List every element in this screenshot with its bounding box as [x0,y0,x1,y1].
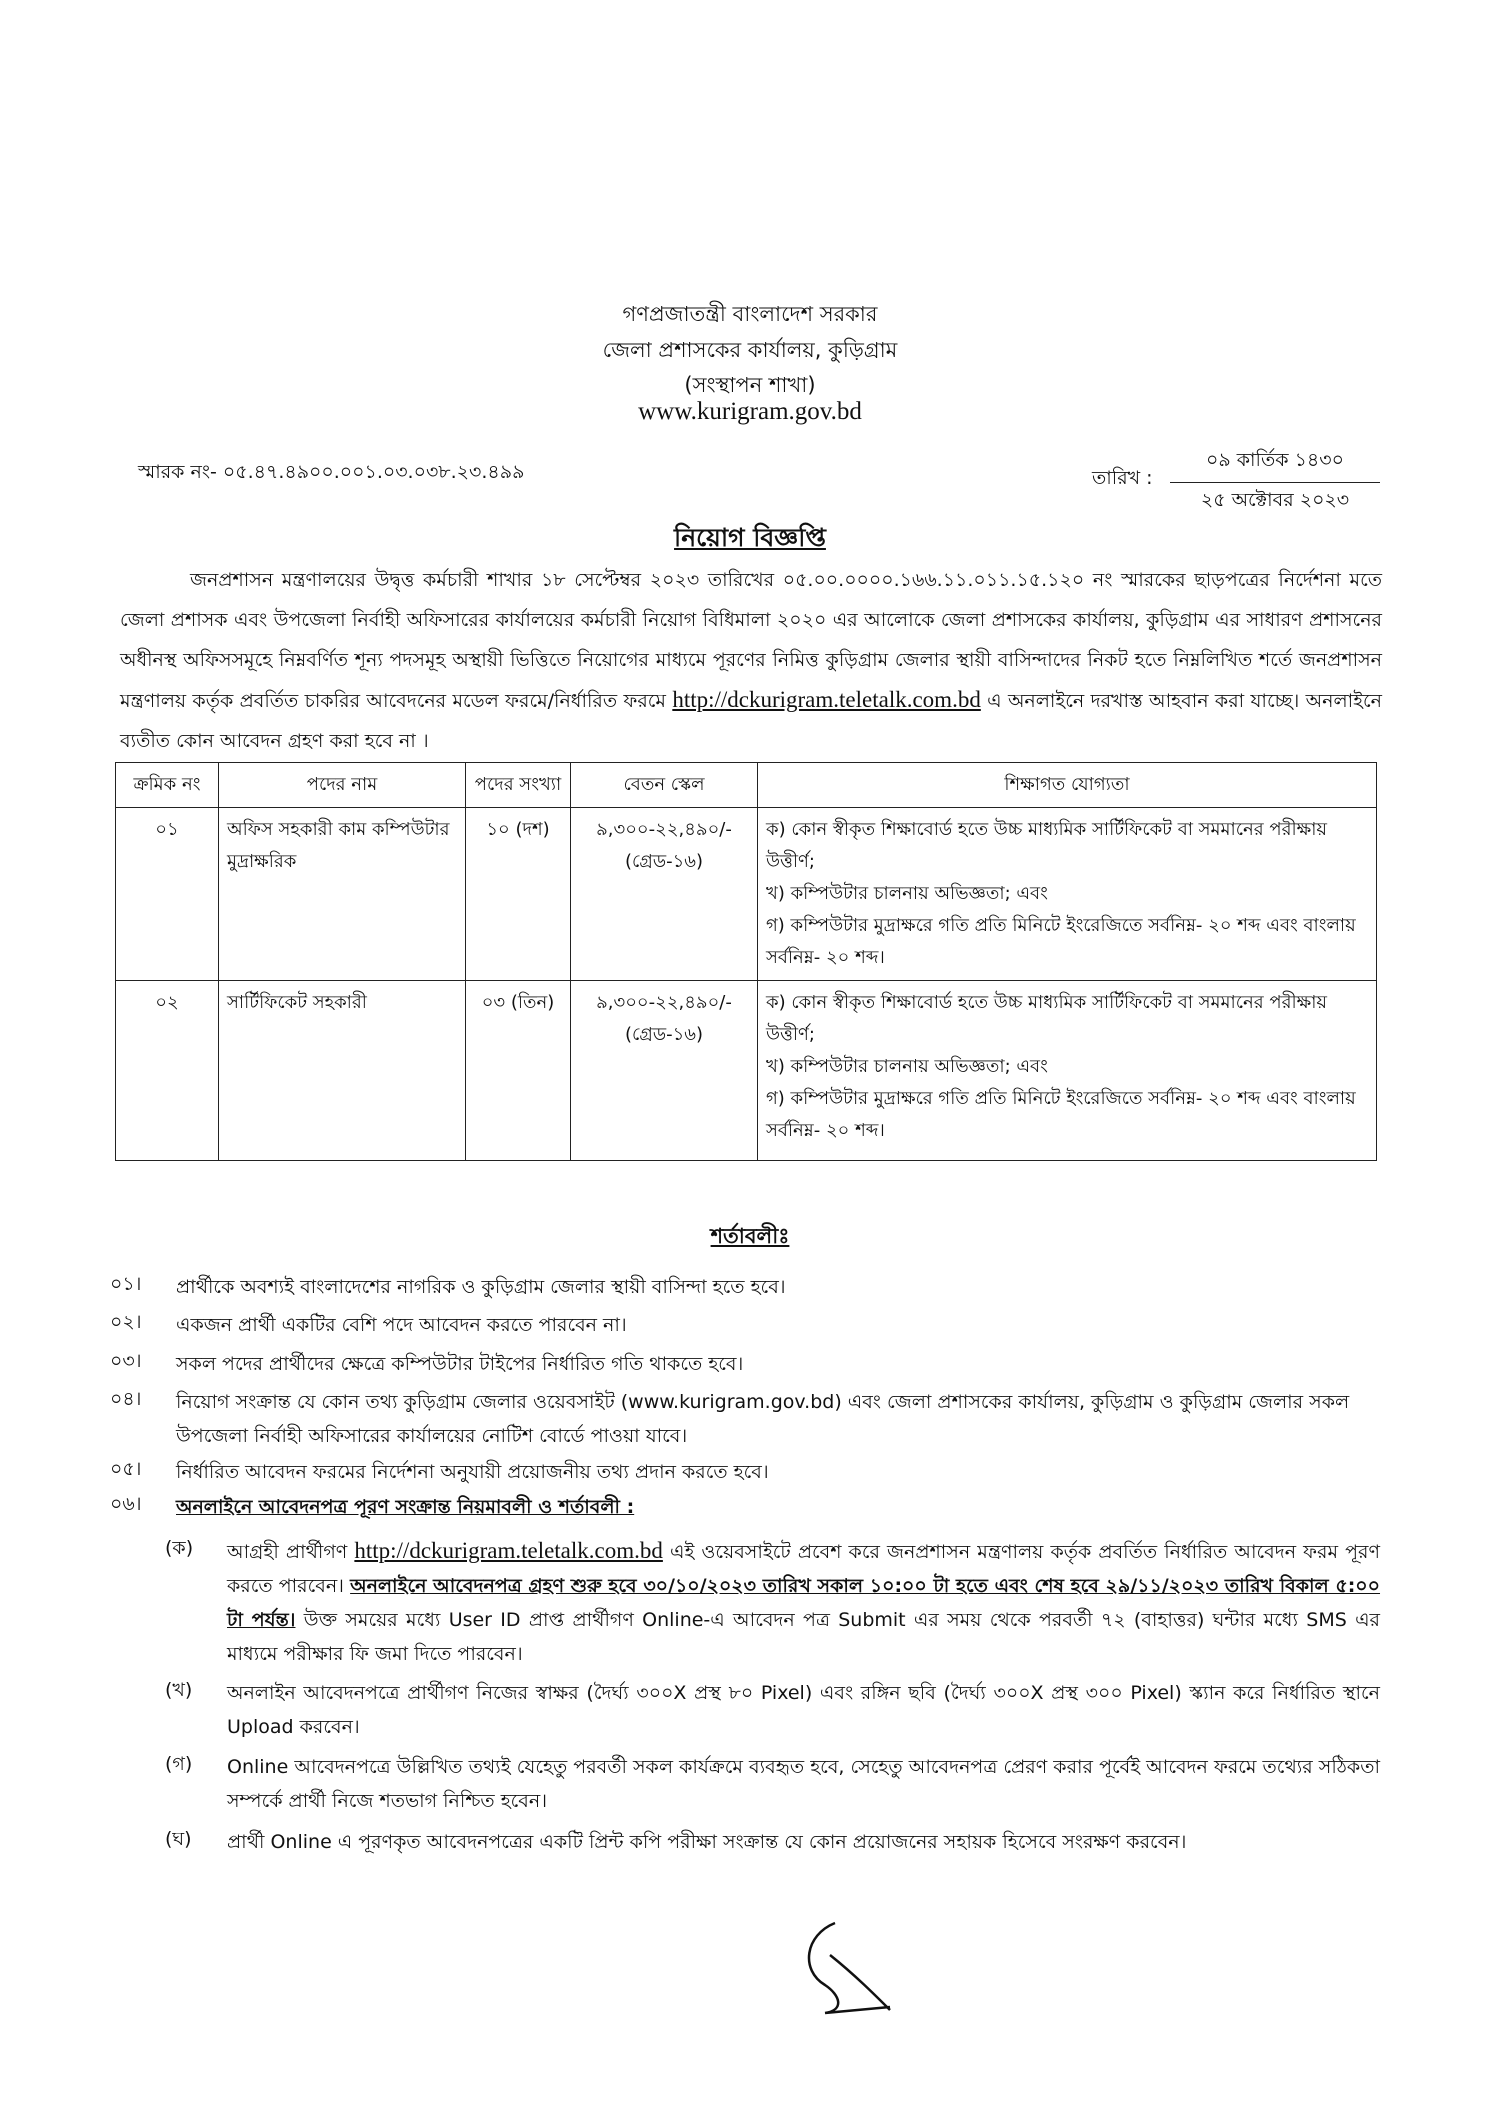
post-count: ১০ (দশ) [466,808,571,981]
sub-term-text [227,1534,1380,1671]
sub-term-label: (খ) [165,1679,193,1701]
qual-item: খ) কম্পিউটার চালনায় অভিজ্ঞতা; এবং [766,1056,1048,1077]
table-row [116,981,1377,1161]
scale: ৯,৩০০-২২,৪৯০/- [596,819,732,840]
page-title: নিয়োগ বিজ্ঞপ্তি [674,523,826,552]
sub-term-label: (ঘ) [165,1828,192,1850]
term-number: ০২। [110,1311,142,1333]
term-item [110,1347,1380,1381]
sub-term-kh [165,1676,1380,1744]
col-serial: ক্রমিক নং [116,763,219,808]
term-number: ০৪। [110,1388,142,1410]
application-link[interactable]: http://dckurigram.teletalk.com.bd [354,1538,663,1563]
pay-scale [571,981,758,1161]
terms-heading: শর্তাবলীঃ [710,1224,790,1248]
sub-term-label: (ক) [165,1537,194,1559]
qual-item: গ) কম্পিউটার মুদ্রাক্ষরে গতি প্রতি মিনিটে ইংরেজিতে সর্বনিম্ন- ২০ শব্দ এবং বাংলায় সর্বনিম্ন- ২০ শব্দ। [766,1088,1356,1141]
term-item [110,1455,1380,1489]
qual-item: গ) কম্পিউটার মুদ্রাক্ষরে গতি প্রতি মিনিটে ইংরেজিতে সর্বনিম্ন- ২০ শব্দ এবং বাংলায় সর্বনিম্ন- ২০ শব্দ। [766,915,1356,968]
table-header-row [116,763,1377,808]
post-count: ০৩ (তিন) [466,981,571,1161]
term-number: ০৬। [110,1493,142,1515]
sub-term-label: (গ) [165,1753,193,1775]
website: www.kurigram.gov.bd [638,398,862,425]
post-name: সার্টিফিকেট সহকারী [219,981,466,1161]
col-qualification: শিক্ষাগত যোগ্যতা [758,763,1377,808]
intro-text: জনপ্রশাসন মন্ত্রণালয়ের উদ্বৃত্ত কর্মচারী শাখার ১৮ সেপ্টেম্বর ২০২৩ তারিখের ০৫.০০.০০০০.১৬৬.১১.০১১.১৫.১২০ নং স্মারকের ছাড়পত্রের নির্দেশনা মতে জেলা প্রশাসক এবং উপজেলা নির্বাহী অফিসারের কার্যালয়ের কর্মচারী নিয়োগ বিধিমালা ২০২০ এর আলোকে জেলা প্রশাসকের কার্যালয়, কুড়িগ্রাম এর সাধারণ প্রশাসনের অধীনস্থ অফিসসমূহে নিম্নবর্ণিত শূন্য পদসমূহ অস্থায়ী ভিত্তিতে নিয়োগের মাধ্যমে পূরণের নিমিত্ত কুড়িগ্রাম জেলার স্থায়ী বাসিন্দাদের নিকট হতে নিম্নলিখিত শর্তে জনপ্রশাসন মন্ত্রণালয় কর্তৃক প্রবর্তিত চাকরির আবেদনের মডেল ফরমে/নির্ধারিত ফরমে [120,569,1382,712]
intro-paragraph [120,560,1382,761]
application-link[interactable]: http://dckurigram.teletalk.com.bd [672,687,981,712]
qual-item: ক) কোন স্বীকৃত শিক্ষাবোর্ড হতে উচ্চ মাধ্যমিক সার্টিফিকেট বা সমমানের পরীক্ষায় উত্তীর্ণ; [766,819,1328,872]
serial: ০২ [116,981,219,1161]
vacancy-table [115,762,1377,1161]
term-item [110,1270,1380,1304]
term-item [110,1385,1380,1453]
term-number: ০৩। [110,1350,142,1372]
memo-number: স্মারক নং- ০৫.৪৭.৪৯০০.০০১.০৩.০৩৮.২৩.৪৯৯ [138,461,525,483]
term-text: একজন প্রার্থী একটির বেশি পদে আবেদন করতে পারবেন না। [176,1314,627,1336]
qual-item: ক) কোন স্বীকৃত শিক্ষাবোর্ড হতে উচ্চ মাধ্যমিক সার্টিফিকেট বা সমমানের পরীক্ষায় উত্তীর্ণ; [766,992,1328,1045]
grade: (গ্রেড-১৬) [625,1024,703,1045]
pay-scale [571,808,758,981]
govt-name: গণপ্রজাতন্ত্রী বাংলাদেশ সরকার [622,302,878,326]
table-row [116,808,1377,981]
qualification [758,808,1377,981]
sub-term-text: অনলাইন আবেদনপত্রে প্রার্থীগণ নিজের স্বাক্ষর (দৈর্ঘ্য ৩০০X প্রস্থ ৮০ Pixel) এবং রঙ্গিন ছবি (দৈর্ঘ্য ৩০০X প্রস্থ ৩০০ Pixel) স্ক্যান করে নির্ধারিত স্থানে Upload করবেন। [227,1682,1380,1738]
sub-term-text: Online আবেদনপত্রে উল্লিখিত তথ্যই যেহেতু পরবর্তী সকল কার্যক্রমে ব্যবহৃত হবে, সেহেতু আবেদনপত্র প্রেরণ করার পূর্বেই আবেদন ফরমে তথ্যের সঠিকতা সম্পর্কে প্রার্থী নিজে শতভাগ নিশ্চিত হবেন। [227,1756,1380,1812]
qual-item: খ) কম্পিউটার চালনায় অভিজ্ঞতা; এবং [766,883,1048,904]
serial: ০১ [116,808,219,981]
sub-term-gh [165,1825,1380,1859]
scale: ৯,৩০০-২২,৪৯০/- [596,992,732,1013]
date-bangla: ০৯ কার্তিক ১৪৩০ [1170,446,1380,483]
term-text: প্রার্থীকে অবশ্যই বাংলাদেশের নাগরিক ও কুড়িগ্রাম জেলার স্থায়ী বাসিন্দা হতে হবে। [176,1276,786,1298]
text: আগ্রহী প্রার্থীগণ [227,1541,355,1563]
col-post: পদের নাম [219,763,466,808]
sub-term-k [165,1534,1380,1671]
term-item [110,1490,1380,1524]
qualification [758,981,1377,1161]
text: এই ওয়েবসাইটে প্রবেশ করে জনপ্রশাসন মন্ত্রণালয় কর্তৃক প্রবর্তিত নির্ধারিত আবেদন ফরম পূরণ করতে পারবেন। [227,1541,1380,1597]
section-name: (সংস্থাপন শাখা) [684,373,816,397]
term-text: নির্ধারিত আবেদন ফরমের নির্দেশনা অনুযায়ী প্রয়োজনীয় তথ্য প্রদান করতে হবে। [176,1461,769,1483]
term-text: নিয়োগ সংক্রান্ত যে কোন তথ্য কুড়িগ্রাম জেলার ওয়েবসাইট (www.kurigram.gov.bd) এবং জেলা প্রশাসকের কার্যালয়, কুড়িগ্রাম ও কুড়িগ্রাম জেলার সকল উপজেলা নির্বাহী অফিসারের কার্যালয়ের নোটিশ বোর্ডে পাওয়া যাবে। [176,1391,1350,1447]
text: উক্ত সময়ের মধ্যে User ID প্রাপ্ত প্রার্থীগণ Online-এ আবেদন পত্র Submit এর সময় থেকে পরবর্তী ৭২ (বাহাত্তর) ঘন্টার মধ্যে SMS এর মাধ্যমে পরীক্ষার ফি জমা দিতে পারবেন। [227,1609,1380,1665]
office-name: জেলা প্রশাসকের কার্যালয়, কুড়িগ্রাম [602,338,898,362]
signature [795,1915,905,2020]
date-label: তারিখ : [1092,467,1153,489]
col-scale: বেতন স্কেল [571,763,758,808]
term-text: সকল পদের প্রার্থীদের ক্ষেত্রে কম্পিউটার টাইপের নির্ধারিত গতি থাকতে হবে। [176,1353,744,1375]
date-english: ২৫ অক্টোবর ২০২৩ [1200,489,1350,511]
sub-term-text: প্রার্থী Online এ পূরণকৃত আবেদনপত্রের একটি প্রিন্ট কপি পরীক্ষা সংক্রান্ত যে কোন প্রয়োজনের সহায়ক হিসেবে সংরক্ষণ করবেন। [227,1831,1187,1853]
term-number: ০১। [110,1273,142,1295]
term-item [110,1308,1380,1342]
col-count: পদের সংখ্যা [466,763,571,808]
sub-term-g [165,1750,1380,1818]
intro-tail: এ অনলাইনে দরখাস্ত আহবান করা যাচ্ছে। অনলাইনে ব্যতীত কোন আবেদন গ্রহণ করা হবে না । [120,690,1383,752]
term-number: ০৫। [110,1458,142,1480]
term-text: অনলাইনে আবেদনপত্র পূরণ সংক্রান্ত নিয়মাবলী ও শর্তাবলী : [176,1496,635,1518]
grade: (গ্রেড-১৬) [625,851,703,872]
post-name: অফিস সহকারী কাম কম্পিউটার মুদ্রাক্ষরিক [219,808,466,981]
deadline-text: অনলাইনে আবেদনপত্র গ্রহণ শুরু হবে ৩০/১০/২০২৩ তারিখ সকাল ১০:০০ টা হতে এবং শেষ হবে ২৯/১১/২০২৩ তারিখ বিকাল ৫:০০ টা পর্যন্ত। [227,1575,1381,1631]
